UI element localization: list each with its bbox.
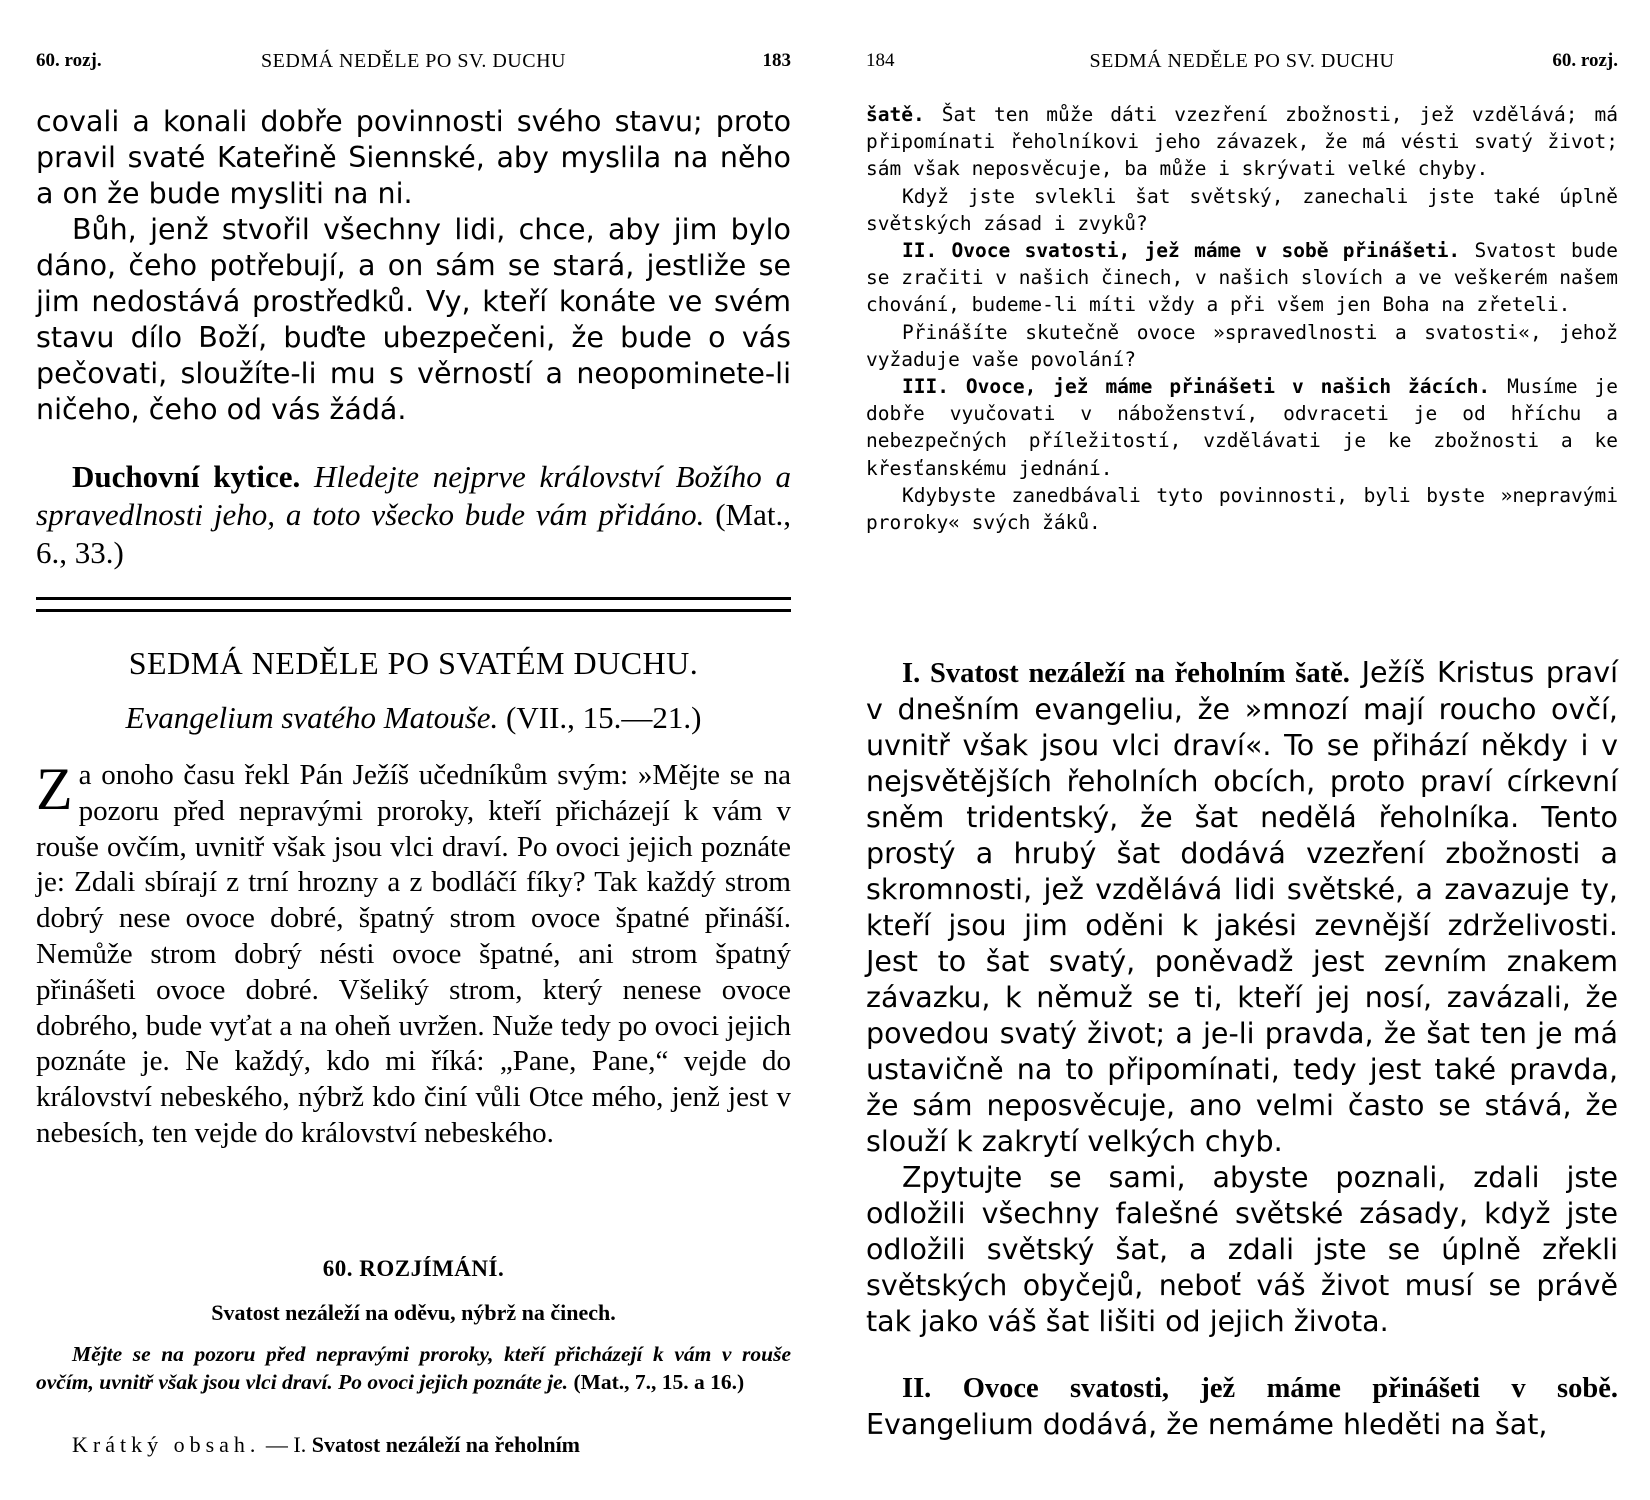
summary-question: Když jste svlekli šat světský, zanechali jste také úplně světských zásad i zvyků? (866, 184, 1618, 235)
bouquet-label: Duchovní kytice. (72, 459, 301, 494)
point-paragraph (866, 1370, 1618, 1443)
paragraph-gap (866, 1340, 1618, 1370)
right-header-title: SEDMÁ NEDĚLE PO SV. DUCHU (1089, 50, 1395, 72)
right-page-number: 184 (866, 50, 895, 71)
left-running-header (36, 50, 791, 76)
paragraph: Bůh, jenž stvořil všechny lidi, chce, aby jim bylo dáno, čeho potřebují, a on sám se stará, jestliže se jim nedostává prostředků. Vy, kteří konáte ve svém stavu dílo Boží, buďte ubezpečeni, že bude o vás pečovati, sloužíte-li mu s věrností a neopominete-li ničeho, čeho od vás žádá. (36, 213, 791, 426)
subtitle-reference: (VII., 15.—21.) (506, 700, 702, 735)
summary-question: Kdybyste zanedbávali tyto povinnosti, byli byste »nepravými proroky« svých žáků. (866, 483, 1618, 535)
summary-text: Svatost bude se zračiti v našich činech, v našich slovích a ve veškerém našem chování, budeme-li míti vždy a při všem jen Boha na zřeteli. (866, 239, 1618, 317)
summary-text: Musíme je dobře vyučovati v náboženství, odvraceti je od hříchu a nebezpečných příležitostí, vzdělávati je ke zbožnosti a ke křesťanskému jednání. (866, 375, 1619, 480)
meditation-title: Svatost nezáleží na oděvu, nýbrž na činech. (211, 1300, 616, 1325)
summary-label: Krátký obsah. (72, 1432, 261, 1457)
right-running-header (866, 50, 1618, 76)
gospel-text (36, 758, 791, 1152)
meditation-number: 60. ROZJÍMÁNÍ. (322, 1256, 505, 1281)
summary-paragraph (866, 373, 1618, 482)
paragraph: Zpytujte se sami, abyste poznali, zdali jste odložili všechny falešné světské zásady, když jste odložili světský šat, a zdali jste se úplně zřekli světských obyčejů, neboť váš život musí se právě tak jako váš šat lišiti od jejich života. (866, 1161, 1618, 1338)
subtitle-gospel: Evangelium svatého Matouše. (125, 700, 499, 735)
summary-dash: — I. (265, 1432, 307, 1457)
meditation-quote-reference: (Mat., 7., 15. a 16.) (573, 1370, 745, 1394)
left-page-number: 183 (762, 50, 791, 71)
right-body-text (866, 655, 1618, 1443)
bouquet-text: Hledejte nejprve království Božího a spravedlnosti jeho, a toto všecko bude vám přidáno. (36, 459, 791, 532)
point-heading: I. Svatost nezáleží na řeholním šatě. (902, 658, 1350, 689)
bouquet-reference: (Mat., 6., 33.) (36, 497, 791, 570)
point-text: Evangelium dodává, že nemáme hleděti na šat, (866, 1408, 1548, 1441)
summary-heading: II. Ovoce svatosti, jež máme v sobě přinášeti. (902, 239, 1461, 263)
drop-cap: Z (36, 756, 73, 822)
point-heading: II. Ovoce svatosti, jež máme přinášeti v sobě. (902, 1373, 1618, 1404)
summary-question: Přinášíte skutečně ovoce »spravedlnosti a svatosti«, jehož vyžaduje vaše povolání? (866, 320, 1618, 371)
left-body-text (36, 104, 791, 428)
summary-bold: šatě. (866, 103, 925, 126)
meditation-quote (36, 1340, 791, 1396)
double-rule-divider (36, 597, 791, 612)
summary-paragraph (866, 101, 1618, 183)
gospel-body: a onoho času řekl Pán Ježíš učedníkům svým: »Mějte se na pozoru před nepravými proroky, kteří přicházejí k vám v rouše ovčím, uvnitř však jsou vlci draví. Po ovoci jejich poznáte je: Zdali sbírají z trní hrozny a z bodláčí fíky? Tak každý strom dobrý nese ovoce dobré, špatný strom ovoce špatné přináší. Nemůže strom dobrý nésti ovoce špatné, ani strom špatný přinášeti ovoce dobré. Všeliký strom, který nenese ovoce dobrého, bude vyťat a na oheň uvržen. Nuže tedy po ovoci jejich poznáte je. Ne každý, kdo mi říká: „Pane, Pane,“ vejde do království nebeského, nýbrž kdo činí vůli Otce mého, jenž jest v nebesích, ten vejde do království nebeského. (36, 759, 791, 1149)
summary-point: Svatost nezáleží na řeholním (311, 1432, 581, 1457)
summary-text: Šat ten může dáti vzezření zbožnosti, jež vzdělává; má připomínati řeholníkovi jeho závazek, že má vésti svatý život; sám však neposvěcuje, ba může i skrývati velké chyby. (866, 103, 1618, 181)
left-page (36, 0, 791, 1500)
short-summary (36, 1432, 791, 1458)
section-title: SEDMÁ NEDĚLE PO SVATÉM DUCHU. (128, 645, 699, 681)
left-header-title: SEDMÁ NEDĚLE PO SV. DUCHU (261, 50, 566, 72)
spiritual-bouquet (36, 458, 791, 572)
point-text: Ježíš Kristus praví v dnešním evangeliu, že »mnozí mají roucho ovčí, uvnitř však jsou vlci draví«. To se přihází někdy i v nejsvětějších řeholních obcích, proto praví církevní sněm tridentský, že šat nedělá řeholníka. Tento prostý a hrubý šat dodává vzezření zbožnosti a skromnosti, jež vzdělává lidi světské, a zavazuje ty, kteří jsou jim oděni k jakési zevnější zdrželivosti. Jest to šat svatý, poněvadž jest zevním znakem závazku, k němuž se ti, kteří jej nosí, zavázali, že povedou svatý život; a je-li pravda, že šat ten je má ustavičně na to připomínati, tedy jest také pravda, že sám neposvěcuje, ano velmi často se stává, že slouží k zakrytí velkých chyb. (866, 656, 1618, 1158)
summary-block (866, 101, 1618, 536)
left-header-section: 60. rozj. (36, 50, 102, 71)
meditation-quote-text: Mějte se na pozoru před nepravými proroky, kteří přicházejí k vám v rouše ovčím, uvnitř však jsou vlci draví. Po ovoci jejich poznáte je. (36, 1342, 791, 1394)
summary-heading: III. Ovoce, jež máme přinášeti v našich žácích. (902, 375, 1491, 399)
continuation-paragraph: covali a konali dobře povinnosti svého stavu; proto pravil svaté Kateřině Siennské, aby myslila na něho a on že bude mysliti na ni. (36, 105, 791, 210)
section-subtitle (36, 700, 791, 736)
right-page (866, 0, 1618, 1500)
right-header-section: 60. rozj. (1552, 50, 1618, 71)
point-paragraph (866, 655, 1618, 1160)
summary-paragraph (866, 237, 1618, 319)
